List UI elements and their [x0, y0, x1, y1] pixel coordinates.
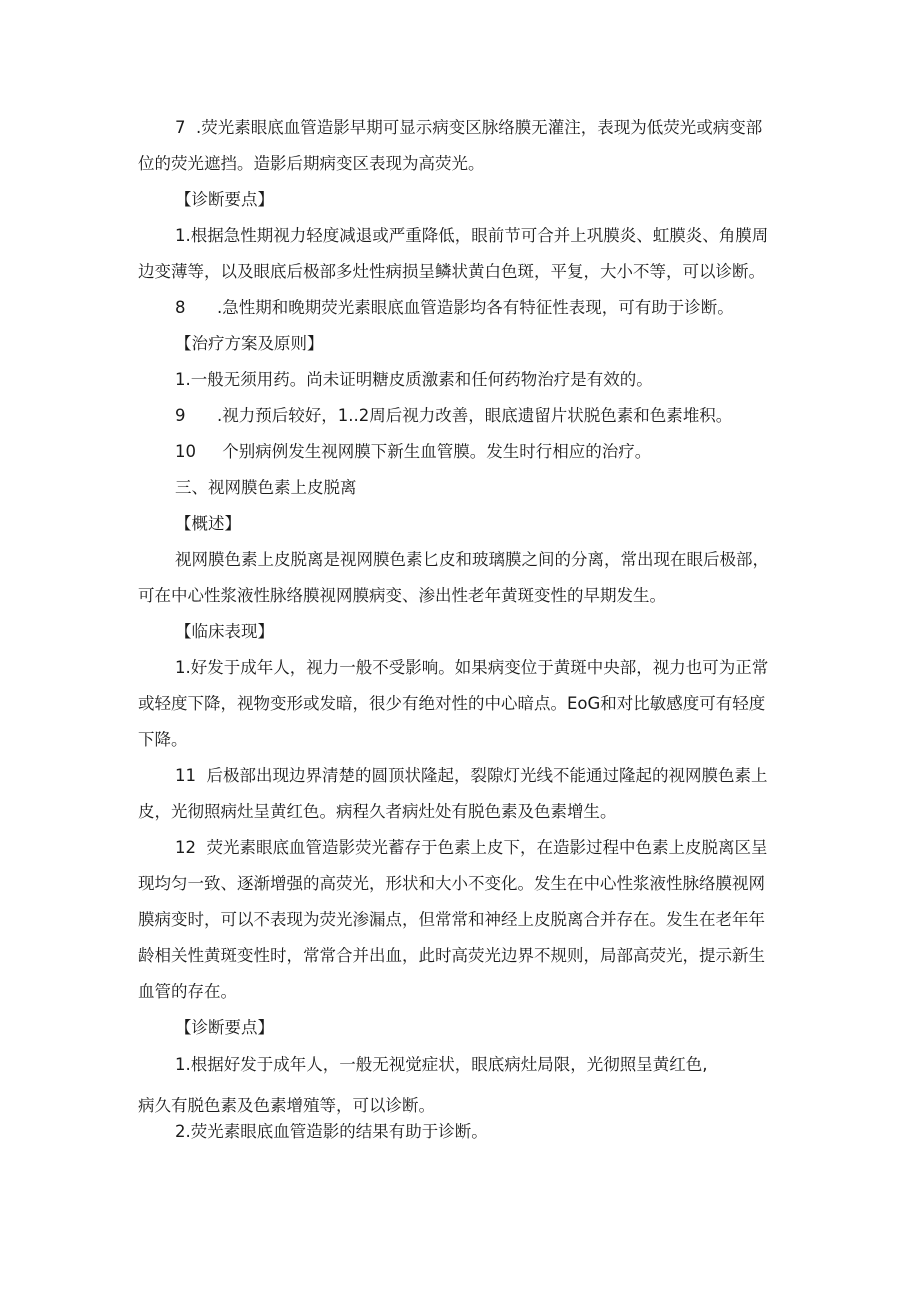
text-line: 膜病变时，可以不表现为荧光渗漏点，但常常和神经上皮脱离合并存在。发生在老年年 — [138, 910, 765, 929]
text-line: 1.根据急性期视力轻度减退或严重降低，眼前节可合并上巩膜炎、虹膜炎、角膜周 — [175, 226, 769, 245]
text-line: 2.荧光素眼底血管造影的结果有助于诊断。 — [175, 1122, 488, 1141]
text-line: 8 .急性期和晚期荧光素眼底血管造影均各有特征性表现，可有助于诊断。 — [175, 298, 734, 317]
chapter-heading: 三、视网膜色素上皮脱离 — [175, 478, 357, 497]
text-line: 血管的存在。 — [138, 982, 237, 1001]
text-line: 9 .视力预后较好，1..2周后视力改善，眼底遗留片状脱色素和色素堆积。 — [175, 406, 733, 425]
text-line: 现均匀一致、逐渐增强的高荧光，形状和大小不变化。发生在中心性浆液性脉络膜视网 — [138, 874, 765, 893]
section-heading: 【诊断要点】 — [175, 1018, 274, 1037]
text-line: 或轻度下降，视物变形或发暗，很少有绝对性的中心暗点。EoG和对比敏感度可有轻度 — [138, 694, 766, 713]
text-line: 边变薄等，以及眼底后极部多灶性病损呈鳞状黄白色斑，平复，大小不等，可以诊断。 — [138, 262, 765, 281]
text-line: 10 个别病例发生视网膜下新生血管膜。发生时行相应的治疗。 — [175, 442, 652, 461]
text-line: 1.好发于成年人，视力一般不受影响。如果病变位于黄斑中央部，视力也可为正常 — [175, 658, 769, 677]
text-line: 12 荧光素眼底血管造影荧光蓄存于色素上皮下，在造影过程中色素上皮脱离区呈 — [175, 838, 768, 857]
text-line: 7 .荧光素眼底血管造影早期可显示病变区脉络膜无灌注，表现为低荧光或病变部 — [175, 118, 763, 137]
text-line: 11 后极部出现边界清楚的圆顶状隆起，裂隙灯光线不能通过隆起的视网膜色素上 — [175, 766, 768, 785]
text-line: 1.根据好发于成年人，一般无视觉症状，眼底病灶局限，光彻照呈黄红色, — [175, 1055, 708, 1074]
text-line: 视网膜色素上皮脱离是视网膜色素匕皮和玻璃膜之间的分离，常出现在眼后极部， — [175, 550, 769, 569]
section-heading: 【概述】 — [175, 514, 241, 533]
text-line: 龄相关性黄斑变性时，常常合并出血，此时高荧光边界不规则，局部高荧光，提示新生 — [138, 946, 765, 965]
text-line: 下降。 — [138, 730, 188, 749]
text-line: 皮，光彻照病灶呈黄红色。病程久者病灶处有脱色素及色素增生。 — [138, 802, 617, 821]
text-line: 可在中心性浆液性脉络膜视网膜病变、渗出性老年黄斑变性的早期发生。 — [138, 586, 666, 605]
text-line: 病久有脱色素及色素增殖等，可以诊断。 — [138, 1096, 435, 1115]
text-line: 位的荧光遮挡。造影后期病变区表现为高荧光。 — [138, 154, 485, 173]
section-heading: 【治疗方案及原则】 — [175, 334, 324, 353]
section-heading: 【临床表现】 — [175, 622, 274, 641]
section-heading: 【诊断要点】 — [175, 190, 274, 209]
text-line: 1.一般无须用药。尚未证明糖皮质激素和任何药物治疗是有效的。 — [175, 370, 653, 389]
